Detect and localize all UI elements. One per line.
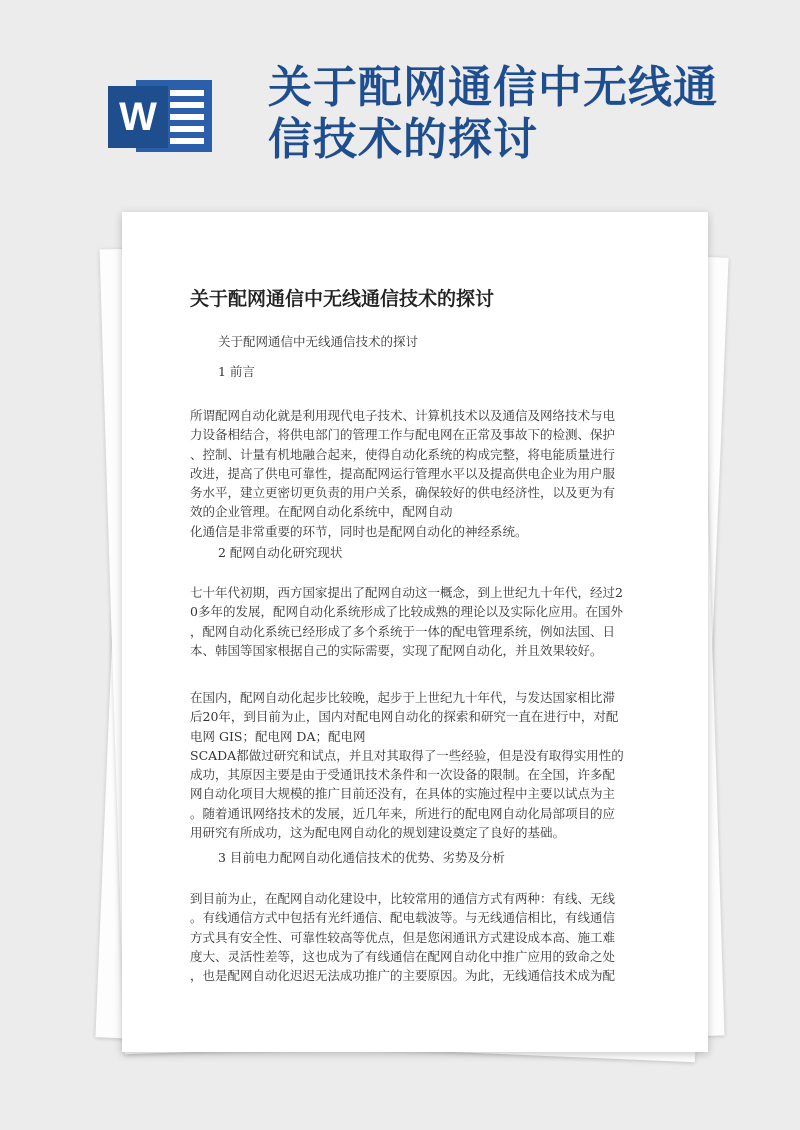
text-line: 、控制、计量有机地融合起来，使得自动化系统的构成完整，将电能质量进行 — [190, 446, 616, 462]
text-line: 本、韩国等国家根据自己的实际需要，实现了配网自动化，并且效果较好。 — [190, 642, 603, 658]
text-line: 方式具有安全性、可靠性较高等优点，但是您闲通讯方式建设成本高、施工难 — [190, 929, 616, 945]
text-line: 成功，其原因主要是由于受通讯技术条件和一次设备的限制。在全国，许多配 — [190, 767, 616, 783]
page-title: 关于配网通信中无线通信技术的探讨 — [268, 62, 718, 165]
text-line: 七十年代初期，西方国家提出了配网自动这一概念，到上世纪九十年代，经过2 — [190, 585, 623, 600]
document-subtitle: 关于配网通信中无线通信技术的探讨 — [218, 334, 419, 349]
text-line: 0多年的发展，配网自动化系统形成了比较成熟的理论以及实际化应用。在国外 — [190, 604, 623, 620]
section-2-paragraph-2 — [190, 688, 630, 842]
section-2-paragraph-1 — [190, 583, 630, 660]
text-line: SCADA都做过研究和试点，并且对其取得了一些经验，但是没有取得实用性的 — [190, 747, 624, 763]
word-icon-letter: W — [119, 95, 157, 139]
text-line: 化通信是非常重要的环节，同时也是配网自动化的神经系统。 — [190, 523, 528, 539]
text-line: 效的企业管理。在配网自动化系统中，配网自动 — [190, 504, 453, 520]
text-line: 所谓配网自动化就是利用现代电子技术、计算机技术以及通信及网络技术与电 — [190, 408, 616, 423]
text-line: 电网 GIS；配电网 DA；配电网 — [190, 728, 366, 744]
text-line: ，配网自动化系统已经形成了多个系统于一体的配电管理系统，例如法国、日 — [190, 623, 616, 639]
text-line: 改进，提高了供电可靠性，提高配网运行管理水平以及提高供电企业为用户服 — [190, 465, 616, 481]
text-line: 力设备相结合，将供电部门的管理工作与配电网在正常及事故下的检测、保护 — [190, 427, 616, 443]
section-3-heading: 3 目前电力配网自动化通信技术的优势、劣势及分析 — [218, 850, 505, 865]
section-2-heading: 2 配网自动化研究现状 — [218, 545, 343, 560]
text-line: 度大、灵活性差等，这也成为了有线通信在配网自动化中推广应用的致命之处 — [190, 948, 616, 964]
text-line: 到目前为止，在配网自动化建设中，比较常用的通信方式有两种：有线、无线 — [190, 891, 616, 906]
text-line: 网自动化项目大规模的推广目前还没有，在具体的实施过程中主要以试点为主 — [190, 786, 616, 802]
text-line: 用研究有所成功，这为配电网自动化的规划建设奠定了良好的基础。 — [190, 825, 566, 841]
text-line: 在国内，配网自动化起步比较晚，起步于上世纪九十年代，与发达国家相比滞 — [190, 690, 616, 705]
text-line: 。有线通信方式中包括有光纤通信、配电载波等。与无线通信相比，有线通信 — [190, 910, 616, 926]
text-line: ，也是配网自动化迟迟无法成功推广的主要原因。为此，无线通信技术成为配 — [190, 968, 616, 984]
section-3-paragraph — [190, 889, 630, 985]
section-1-heading: 1 前言 — [218, 364, 255, 379]
text-line: 。随着通讯网络技术的发展，近几年来，所进行的配电网自动化局部项目的应 — [190, 805, 616, 821]
section-1-paragraph — [190, 406, 630, 541]
document-title: 关于配网通信中无线通信技术的探讨 — [190, 288, 495, 310]
text-line: 后20年，到目前为止，国内对配电网自动化的探索和研究一直在进行中，对配 — [190, 709, 619, 725]
text-line: 务水平，建立更密切更负责的用户关系，确保较好的供电经济性，以及更为有 — [190, 485, 616, 501]
document-page — [122, 212, 708, 1052]
word-document-icon — [108, 76, 214, 156]
